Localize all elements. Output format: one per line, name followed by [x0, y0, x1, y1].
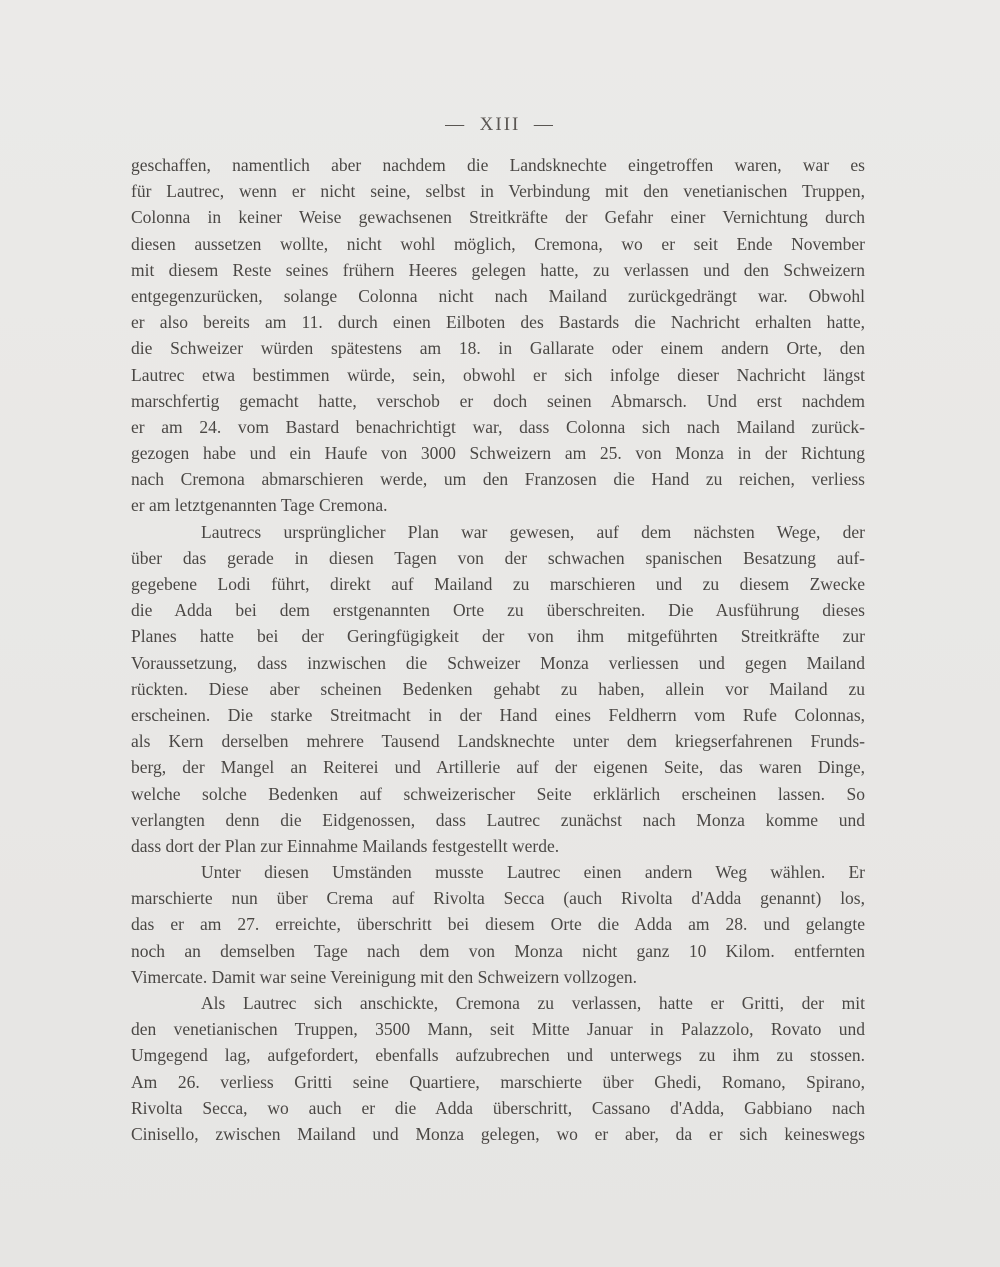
- text-line: geschaffen, namentlich aber nachdem die Landsknechte eingetroffen waren, war es: [131, 155, 865, 175]
- text-line: Lautrec etwa bestimmen würde, sein, obwohl er sich infolge dieser Nachricht längst: [131, 364, 865, 385]
- text-line: Als Lautrec sich anschickte, Cremona zu verlassen, hatte er Gritti, der mit: [201, 993, 865, 1013]
- text-line: Am 26. verliess Gritti seine Quartiere, marschierte über Ghedi, Romano, Spirano,: [131, 1071, 865, 1092]
- text-line: noch an demselben Tage nach dem von Monza nicht ganz 10 Kilom. entfernten: [131, 940, 865, 961]
- text-line: er also bereits am 11. durch einen Eilboten des Bastards die Nachricht erhalten hatte,: [131, 312, 865, 333]
- text-line: über das gerade in diesen Tagen von der schwachen spanischen Besatzung auf-: [131, 547, 865, 568]
- text-line: marschierte nun über Crema auf Rivolta Secca (auch Rivolta d'Adda genannt) los,: [131, 888, 865, 909]
- text-line: Unter diesen Umständen musste Lautrec einen andern Weg wählen. Er: [201, 862, 865, 883]
- text-line: marschfertig gemacht hatte, verschob er doch seinen Abmarsch. Und erst nachdem: [131, 390, 865, 411]
- text-line: welche solche Bedenken auf schweizerischer Seite erklärlich erscheinen lassen. So: [131, 783, 865, 804]
- text-line: die Schweizer würden spätestens am 18. in Gallarate oder einem andern Orte, den: [131, 338, 865, 359]
- text-line: Cinisello, zwischen Mailand und Monza gelegen, wo er aber, da er sich keineswegs: [131, 1123, 865, 1144]
- body-text: [131, 152, 865, 1147]
- text-line: Umgegend lag, aufgefordert, ebenfalls aufzubrechen und unterwegs zu ihm zu stossen.: [131, 1045, 865, 1066]
- text-line: gezogen habe und ein Haufe von 3000 Schweizern am 25. von Monza in der Richtung: [131, 443, 865, 464]
- text-line: verlangten denn die Eidgenossen, dass Lautrec zunächst nach Monza komme und: [131, 809, 865, 830]
- text-line: die Adda bei dem erstgenannten Orte zu überschreiten. Die Ausführung dieses: [131, 600, 865, 621]
- text-line: diesen aussetzen wollte, nicht wohl möglich, Cremona, wo er seit Ende November: [131, 233, 865, 254]
- text-line: gegebene Lodi führt, direkt auf Mailand zu marschieren und zu diesem Zwecke: [131, 574, 865, 594]
- text-line: entgegenzurücken, solange Colonna nicht nach Mailand zurückgedrängt war. Obwohl: [131, 285, 865, 306]
- text-line: Rivolta Secca, wo auch er die Adda überschritt, Cassano d'Adda, Gabbiano nach: [131, 1097, 865, 1118]
- text-line: rückten. Diese aber scheinen Bedenken gehabt zu haben, allein vor Mailand zu: [131, 678, 865, 699]
- text-line: dass dort der Plan zur Einnahme Mailands festgestellt werde.: [131, 835, 560, 856]
- text-line: als Kern derselben mehrere Tausend Landsknechte unter dem kriegserfahrenen Frunds-: [131, 731, 865, 752]
- text-line: Voraussetzung, dass inzwischen die Schweizer Monza verliessen und gegen Mailand: [131, 652, 865, 673]
- text-line: mit diesem Reste seines frühern Heeres gelegen hatte, zu verlassen und den Schweizern: [131, 259, 865, 280]
- text-line: das er am 27. erreichte, überschritt bei diesem Orte die Adda am 28. und gelangte: [131, 914, 865, 935]
- text-line: Vimercate. Damit war seine Vereinigung mit den Schweizern vollzogen.: [131, 966, 637, 987]
- page-number: — XIII —: [445, 114, 555, 135]
- text-line: Lautrecs ursprünglicher Plan war gewesen, auf dem nächsten Wege, der: [201, 521, 865, 542]
- text-line: berg, der Mangel an Reiterei und Artillerie auf der eigenen Seite, das waren Dinge,: [131, 757, 865, 778]
- text-line: Colonna in keiner Weise gewachsenen Streitkräfte der Gefahr einer Vernichtung durch: [131, 207, 865, 228]
- text-line: er am 24. vom Bastard benachrichtigt war, dass Colonna sich nach Mailand zurück-: [131, 416, 865, 437]
- text-line: er am letztgenannten Tage Cremona.: [131, 495, 388, 516]
- text-line: nach Cremona abmarschieren werde, um den Franzosen die Hand zu reichen, verliess: [131, 469, 865, 490]
- text-line: Planes hatte bei der Geringfügigkeit der von ihm mitgeführten Streitkräfte zur: [131, 626, 865, 647]
- text-line: für Lautrec, wenn er nicht seine, selbst in Verbindung mit den venetianischen Truppen,: [131, 181, 865, 202]
- text-line: erscheinen. Die starke Streitmacht in der Hand eines Feldherrn vom Rufe Colonnas,: [131, 704, 865, 725]
- text-line: den venetianischen Truppen, 3500 Mann, seit Mitte Januar in Palazzolo, Rovato und: [131, 1019, 865, 1040]
